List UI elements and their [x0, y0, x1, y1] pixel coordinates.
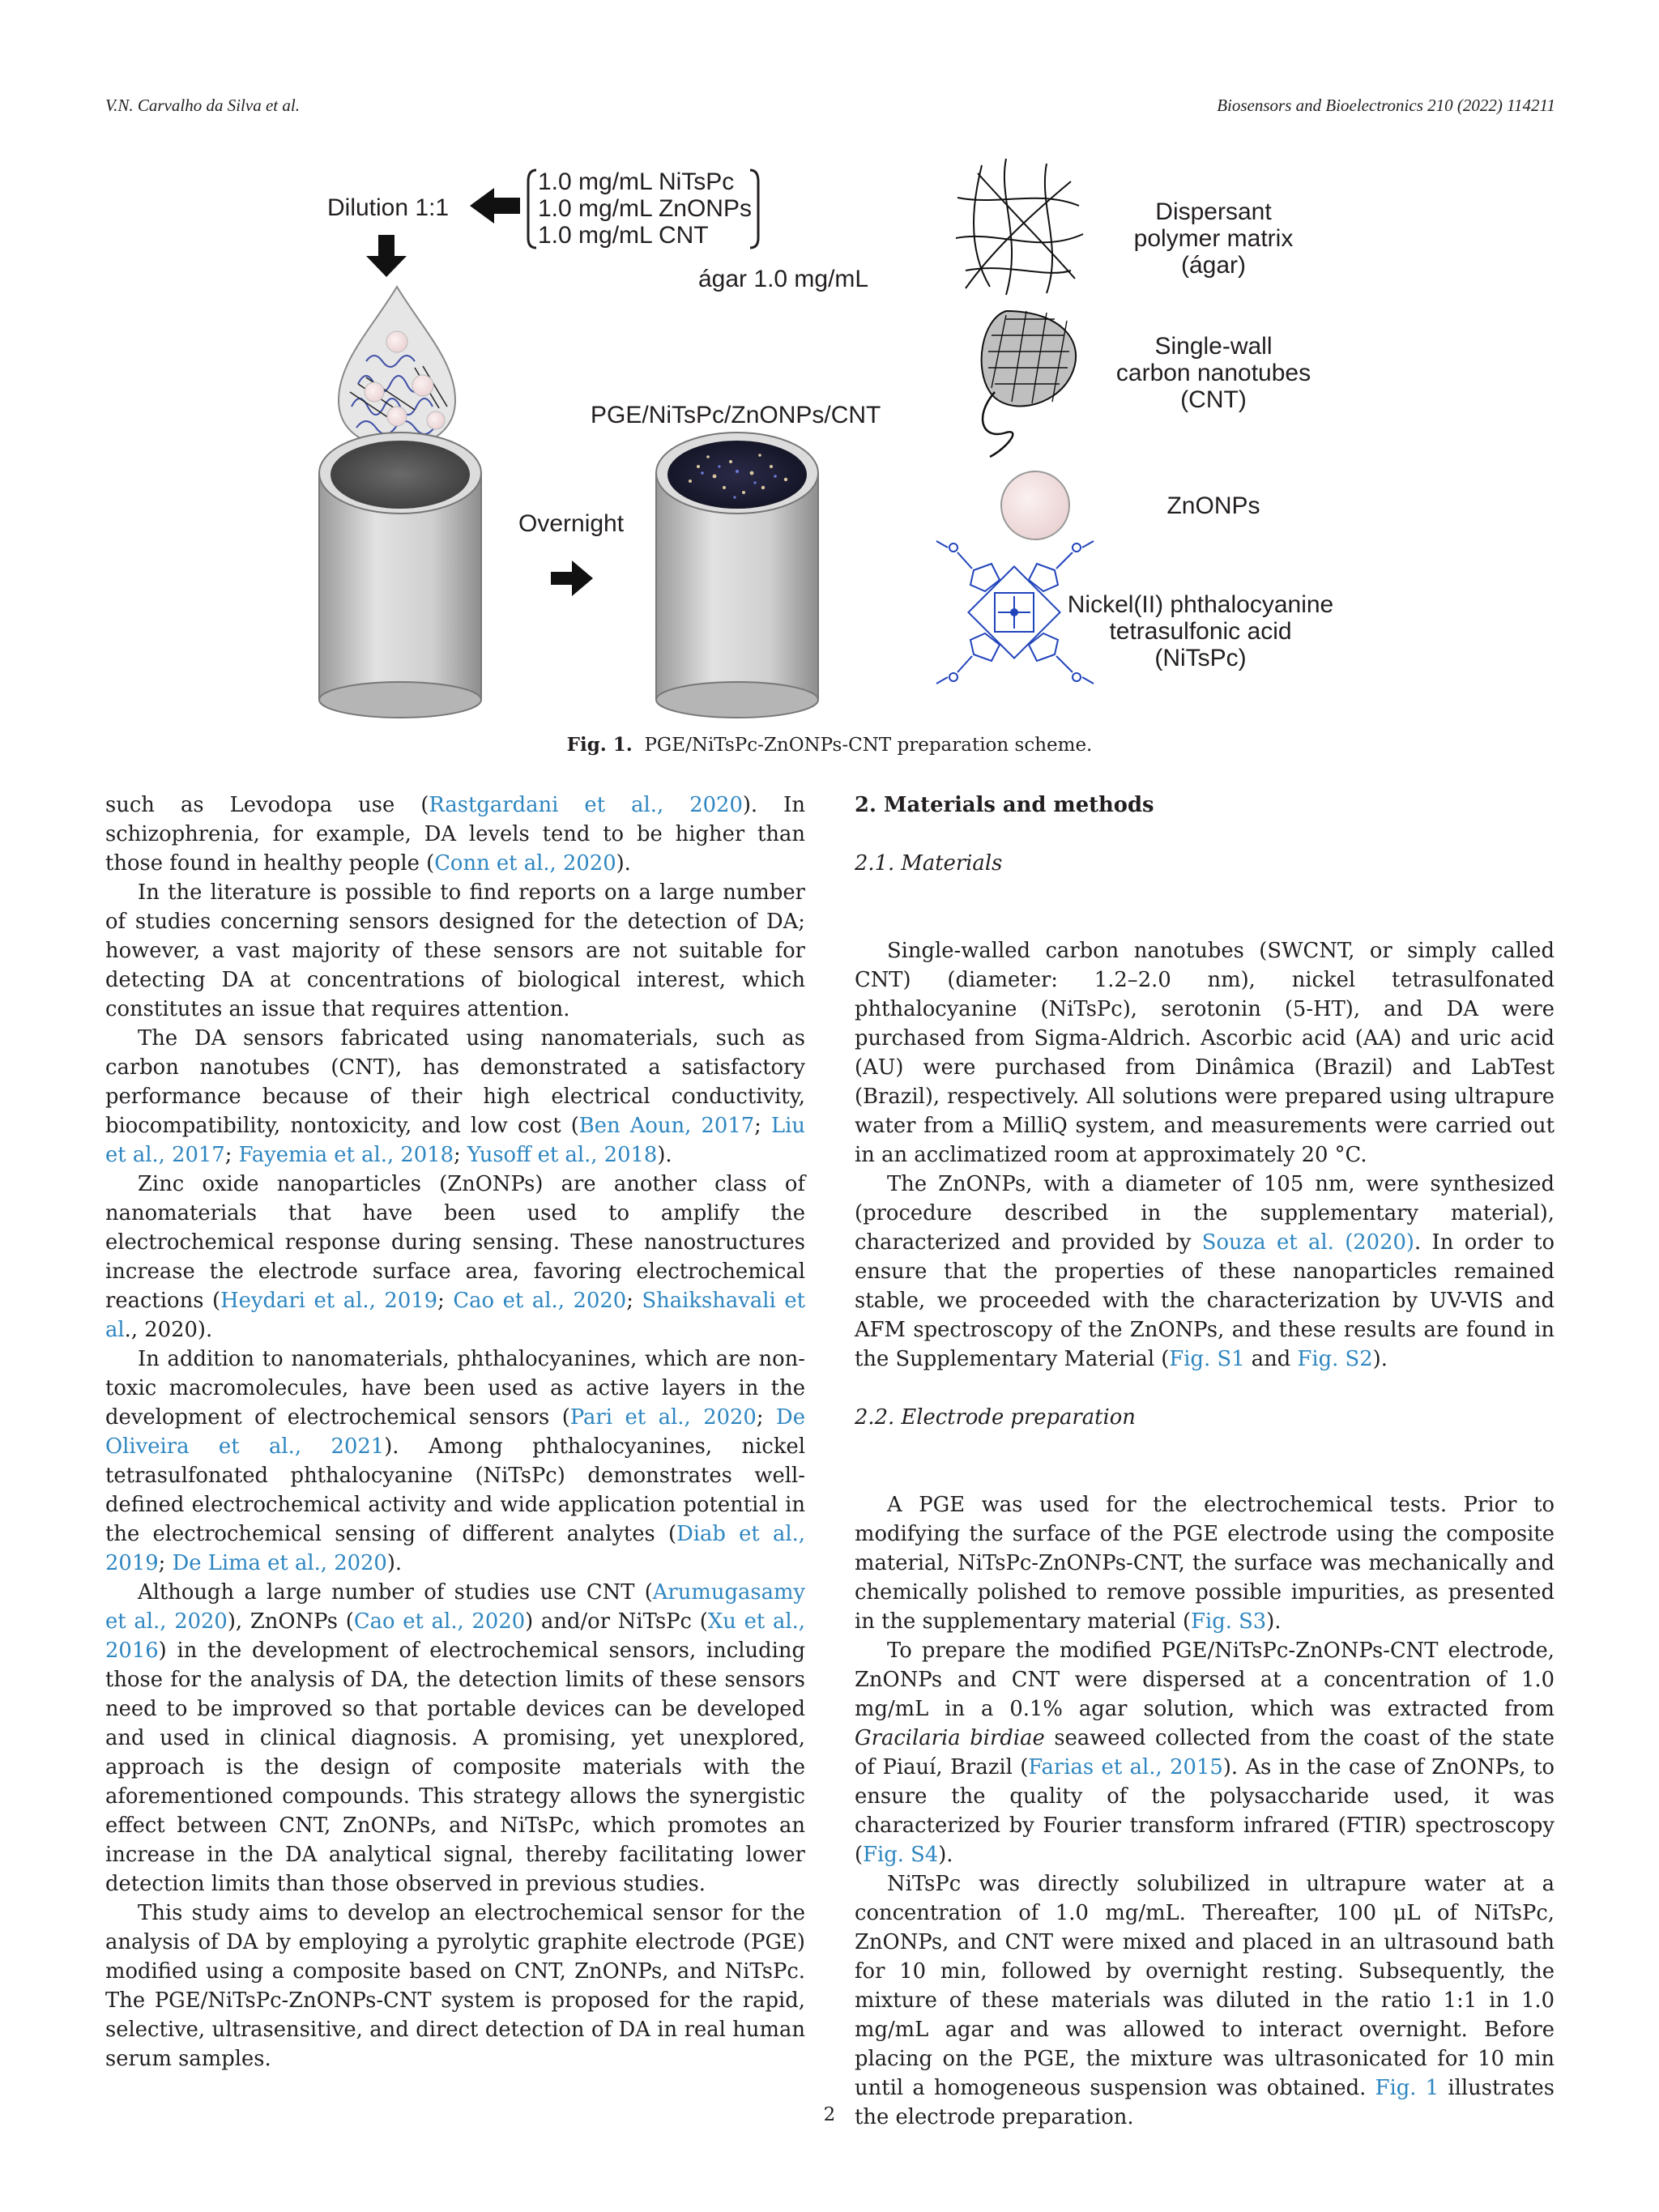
ref-link[interactable]: Pari et al., 2020 — [569, 1405, 757, 1430]
overnight-label: Overnight — [518, 510, 625, 537]
fig-link[interactable]: Fig. S4 — [863, 1843, 939, 1867]
paragraph-dispersion: To prepare the modified PGE/NiTsPc-ZnONPs-CNT electrode, ZnONPs and CNT were dispersed at a concentration of 1.0 mg/mL in a 0.1% agar solution, which was extracted from Gracilaria birdiae seaweed collected from the coast of the state of Piauí, Brazil (Farias et al., 2015). As in the case of ZnONPs, to ensure the quality of the polysaccharide used, it was characterized by Fourier transform infrared (FTIR) spectroscopy (Fig. S4). — [855, 1639, 1555, 1867]
fig-link[interactable]: Fig. S3 — [1191, 1609, 1267, 1634]
paragraph-nitspc-mixing: NiTsPc was directly solubilized in ultrapure water at a concentration of 1.0 mg/mL. Thereafter, 100 μL of NiTsPc, ZnONPs, and CNT were mixed and placed in an ultrasound bath for 10 min, followed by overnight resting. Subsequently, the mixture of these materials was diluted in the ratio 1:1 in 1.0 mg/mL agar and was allowed to interact overnight. Before placing on the PGE, the mixture was ultrasonicated for 10 min until a homogeneous suspension was obtained. Fig. 1 illustrates the electrode preparation. — [855, 1872, 1555, 2129]
left-bracket — [528, 170, 536, 248]
left-arrow-icon — [470, 188, 520, 224]
paragraph-cnt: The DA sensors fabricated using nanomaterials, such as carbon nanotubes (CNT), has demonstrated a satisfactory performance because of their high electrical conductivity, biocompatibility, nontoxicity, and low cost (Ben Aoun, 2017; Liu et al., 2017; Fayemia et al., 2018; Yusoff et al., 2018). — [105, 1026, 805, 1167]
ref-link[interactable]: Fayemia et al., 2018 — [238, 1143, 454, 1167]
legend-nitspc-1: Nickel(II) phthalocyanine — [1067, 591, 1334, 618]
agar-network-icon — [956, 159, 1083, 295]
ref-link[interactable]: Cao et al., 2020 — [453, 1289, 627, 1313]
figure-caption — [0, 734, 1659, 756]
subsection-heading-electrode: 2.2. Electrode preparation — [855, 1405, 1136, 1430]
paragraph-intro-continued: such as Levodopa use (Rastgardani et al., 2020). In schizophrenia, for example, DA levels tend to be higher than those found in healthy people (Conn et al., 2020). — [105, 793, 805, 876]
ref-link[interactable]: Yusoff et al., 2018 — [467, 1143, 658, 1167]
agar-label: ágar 1.0 mg/mL — [698, 266, 869, 292]
cnt-icon — [982, 311, 1076, 457]
left-column — [105, 791, 805, 2073]
ref-link[interactable]: Souza et al. (2020) — [1201, 1230, 1414, 1255]
legend-zno: ZnONPs — [1166, 492, 1260, 519]
droplet-mixture — [339, 287, 455, 447]
ref-link[interactable]: De Lima et al., 2020 — [172, 1551, 387, 1575]
legend-agar-2: polymer matrix — [1133, 225, 1294, 252]
stock-znonps: 1.0 mg/mL ZnONPs — [538, 195, 752, 222]
stock-cnt: 1.0 mg/mL CNT — [538, 222, 709, 249]
legend-nitspc-2: tetrasulfonic acid — [1109, 618, 1292, 645]
paragraph-composite: Although a large number of studies use CNT (Arumugasamy et al., 2020), ZnONPs (Cao et al., 2020) and/or NiTsPc (Xu et al., 2016) in the development of electrochemical sensors, including those for the analysis of DA, the detection limits of these sensors need to be improved so that portable devices can be developed and used in clinical diagnosis. A promising, yet unexplored, approach is the design of composite materials with the aforementioned compounds. This strategy allows the synergistic effect between CNT, ZnONPs, and NiTsPc, which promotes an increase in the DA analytical signal, thereby facilitating lower detection limits than those observed in previous studies. — [105, 1580, 805, 1896]
ref-link[interactable]: De Oliveira et al., 2021 — [105, 1405, 805, 1459]
ref-link[interactable]: Shaikshavali et al — [105, 1289, 805, 1342]
figure-1-svg — [293, 149, 1367, 719]
znonp-sphere-icon — [1001, 471, 1069, 539]
page-number: 2 — [823, 2104, 836, 2125]
paragraph-materials: Single-walled carbon nanotubes (SWCNT, or simply called CNT) (diameter: 1.2–2.0 nm), nickel tetrasulfonated phthalocyanine (NiTsPc), serotonin (5-HT), and DA were purchased from Sigma-Aldrich. Ascorbic acid (AA) and uric acid (AU) were purchased from Dinâmica (Brazil) and LabTest (Brazil), respectively. All solutions were prepared using ultrapure water from a MilliQ system, and measurements were carried out in an acclimatized room at approximately 20 °C. — [855, 939, 1555, 1167]
right-arrow-icon — [551, 560, 593, 596]
fig-link[interactable]: Fig. S1 — [1169, 1347, 1245, 1371]
legend-agar-3: (ágar) — [1180, 252, 1247, 279]
legend-nitspc-3: (NiTsPc) — [1154, 645, 1247, 671]
section-heading: 2. Materials and methods — [855, 793, 1154, 817]
running-header-authors: V.N. Carvalho da Silva et al. — [105, 96, 300, 115]
right-column — [855, 791, 1555, 2132]
ref-link[interactable]: Cao et al., 2020 — [353, 1609, 526, 1634]
figure-1 — [293, 149, 1367, 719]
caption-label: Fig. 1. — [566, 734, 633, 756]
paragraph-znonps: Zinc oxide nanoparticles (ZnONPs) are another class of nanomaterials that have been used to amplify the electrochemical response during sensing. These nanostructures increase the electrode surface area, favoring electrochemical reactions (Heydari et al., 2019; Cao et al., 2020; Shaikshavali et al., 2020). — [105, 1172, 805, 1342]
paragraph-znonps-synthesis: The ZnONPs, with a diameter of 105 nm, were synthesized (procedure described in the supplementary material), characterized and provided by Souza et al. (2020). In order to ensure that the properties of these nanoparticles remained stable, we proceeded with the characterization by UV-VIS and AFM spectroscopy of the ZnONPs, and these results are found in the Supplementary Material (Fig. S1 and Fig. S2). — [855, 1172, 1555, 1371]
running-header-journal: Biosensors and Bioelectronics 210 (2022) 114211 — [1217, 96, 1555, 115]
dilution-label: Dilution 1:1 — [327, 194, 450, 221]
paragraph-phthalocyanines: In addition to nanomaterials, phthalocyanines, which are non-toxic macromolecules, have been used as active layers in the development of electrochemical sensors (Pari et al., 2020; De Oliveira et al., 2021). Among phthalocyanines, nickel tetrasulfonated phthalocyanine (NiTsPc) demonstrates well-defined electrochemical activity and wide application potential in the electrochemical sensing of different analytes (Diab et al., 2019; De Lima et al., 2020). — [105, 1347, 805, 1575]
legend-cnt-1: Single-wall — [1154, 333, 1273, 360]
fig-link[interactable]: Fig. S2 — [1297, 1347, 1373, 1371]
paragraph-pge-polishing: A PGE was used for the electrochemical tests. Prior to modifying the surface of the PGE electrode using the composite material, NiTsPc-ZnONPs-CNT, the surface was mechanically and chemically polished to remove possible impurities, as presented in the supplementary material (Fig. S3). — [855, 1493, 1555, 1634]
down-arrow-icon — [366, 235, 407, 277]
legend-agar-1: Dispersant — [1155, 198, 1272, 225]
modified-electrode-label: PGE/NiTsPc/ZnONPs/CNT — [591, 402, 881, 428]
ref-link[interactable]: Heydari et al., 2019 — [220, 1289, 438, 1313]
ref-link[interactable]: Diab et al., 2019 — [105, 1522, 805, 1575]
ref-link[interactable]: Xu et al., 2016 — [105, 1609, 805, 1663]
fig-link[interactable]: Fig. 1 — [1375, 2076, 1439, 2100]
ref-link[interactable]: Arumugasamy et al., 2020 — [105, 1580, 805, 1634]
ref-link[interactable]: Liu et al., 2017 — [105, 1114, 805, 1167]
stock-nitspc: 1.0 mg/mL NiTsPc — [538, 168, 735, 195]
caption-text: PGE/NiTsPc-ZnONPs-CNT preparation scheme. — [644, 735, 1093, 756]
ref-link[interactable]: Conn et al., 2020 — [434, 851, 616, 876]
ref-link[interactable]: Farias et al., 2015 — [1028, 1755, 1223, 1779]
legend-cnt-3: (CNT) — [1180, 386, 1247, 413]
ref-link[interactable]: Ben Aoun, 2017 — [578, 1114, 755, 1138]
stock-solutions — [528, 168, 758, 249]
paragraph-aim: This study aims to develop an electrochemical sensor for the analysis of DA by employing a pyrolytic graphite electrode (PGE) modified using a composite based on CNT, ZnONPs, and NiTsPc. The PGE/NiTsPc-ZnONPs-CNT system is proposed for the rapid, selective, ultrasensitive, and direct detection of DA in real human serum samples. — [105, 1901, 805, 2071]
legend-cnt-2: carbon nanotubes — [1115, 360, 1311, 386]
subsection-heading-materials: 2.1. Materials — [855, 851, 1003, 876]
ref-link[interactable]: Rastgardani et al., 2020 — [429, 793, 743, 817]
bare-electrode — [319, 433, 481, 718]
paragraph-literature: In the literature is possible to find reports on a large number of studies concerning sensors designed for the detection of DA; however, a vast majority of these sensors are not suitable for detecting DA at concentrations of biological interest, which constitutes an issue that requires attention. — [105, 880, 805, 1021]
nickel-center-icon — [1010, 608, 1018, 616]
modified-electrode — [656, 433, 818, 718]
